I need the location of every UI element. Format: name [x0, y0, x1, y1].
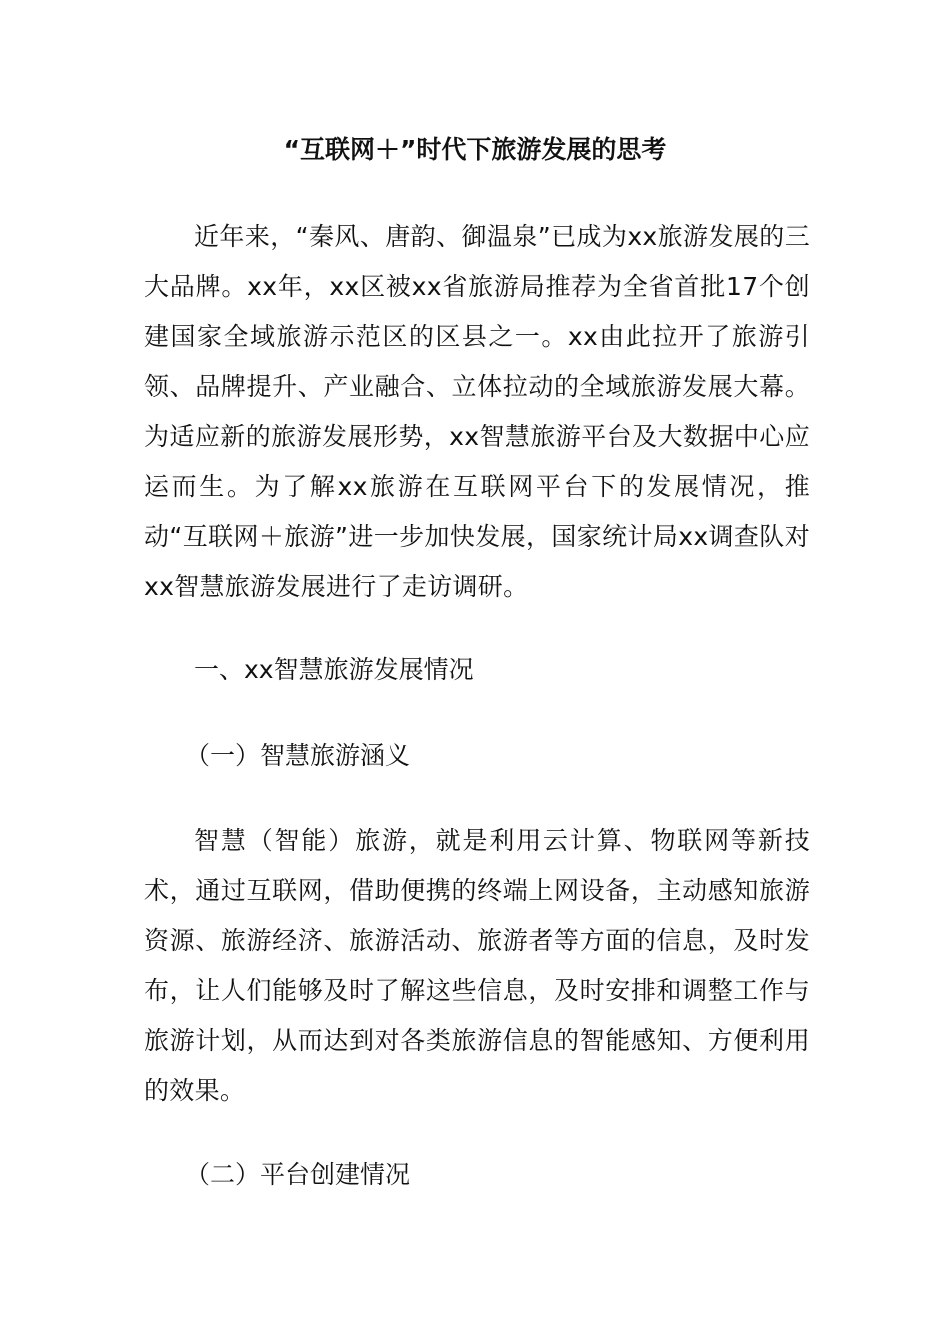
- definition-paragraph: 智慧（智能）旅游，就是利用云计算、物联网等新技术，通过互联网，借助便携的终端上网设备，主动感知旅游资源、旅游经济、旅游活动、旅游者等方面的信息，及时发布，让人们能够及时了解这些信息，及时安排和调整工作与旅游计划，从而达到对各类旅游信息的智能感知、方便利用的效果。: [144, 826, 810, 1105]
- intro-paragraph: 近年来，“秦风、唐韵、御温泉”已成为xx旅游发展的三大品牌。xx年，xx区被xx省旅游局推荐为全省首批17个创建国家全域旅游示范区的区县之一。xx由此拉开了旅游引领、品牌提升、产业融合、立体拉动的全域旅游发展大幕。为适应新的旅游发展形势，xx智慧旅游平台及大数据中心应运而生。为了解xx旅游在互联网平台下的发展情况，推动“互联网＋旅游”进一步加快发展，国家统计局xx调查队对xx智慧旅游发展进行了走访调研。: [144, 222, 810, 601]
- document-title: “互联网＋”时代下旅游发展的思考: [283, 135, 667, 164]
- subsection-heading-2: （二）平台创建情况: [185, 1160, 411, 1189]
- subsection-heading-1: （一）智慧旅游涵义: [185, 741, 411, 770]
- section-heading-1: 一、xx智慧旅游发展情况: [194, 655, 474, 684]
